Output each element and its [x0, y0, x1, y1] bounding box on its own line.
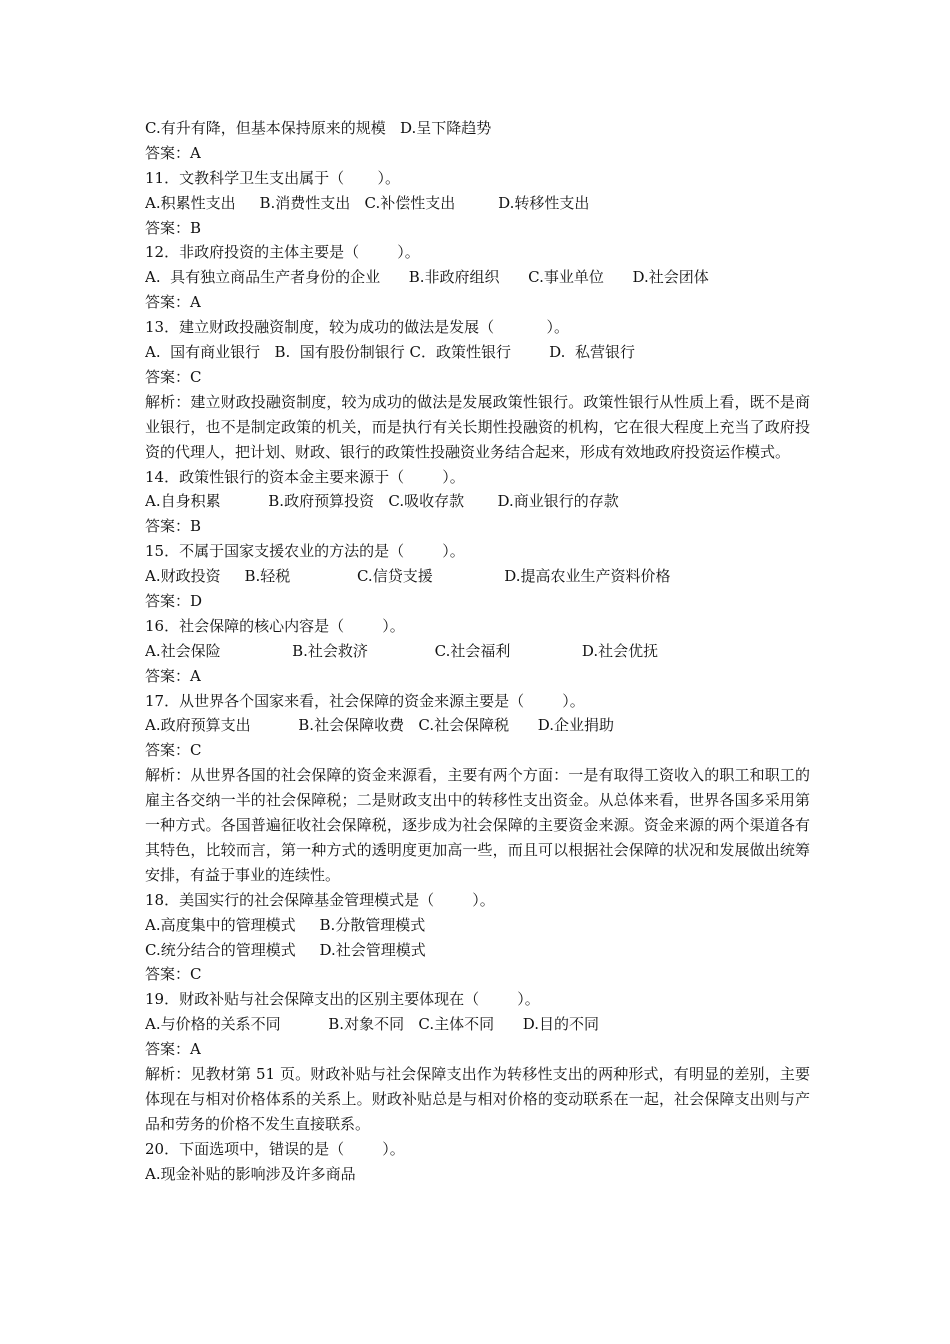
options-15: A.财政投资 B.轻税 C.信贷支援 D.提高农业生产资料价格: [145, 567, 671, 586]
question-18: 18．美国实行的社会保障基金管理模式是（ ）。: [145, 890, 495, 909]
answer-13: 答案：C: [145, 367, 202, 386]
answer-17: 答案：C: [145, 741, 202, 760]
answer-14: 答案：B: [145, 517, 202, 536]
analysis-17: 解析：从世界各国的社会保障的资金来源看，主要有两个方面：一是有取得工资收入的职工和职工的雇主各交纳一半的社会保障税；二是财政支出中的转移性支出资金。从总体来看，世界各国多采用第一种方式。各国普遍征收社会保障税，逐步成为社会保障的主要资金来源。资金来源的两个渠道各有其特色，比较而言，第一种方式的透明度更加高一些，而且可以根据社会保障的状况和发展做出统筹安排，有益于事业的连续性。: [145, 766, 810, 884]
analysis-13: 解析：建立财政投融资制度，较为成功的做法是发展政策性银行。政策性银行从性质上看，既不是商业银行，也不是制定政策的机关，而是执行有关长期性投融资的机构，它在很大程度上充当了政府投资的代理人，把计划、财政、银行的政策性投融资业务结合起来，形成有效地政府投资运作模式。: [145, 392, 810, 461]
answer-18: 答案：C: [145, 965, 202, 984]
answer-10: 答案：A: [145, 143, 201, 162]
options-11: A.积累性支出 B.消费性支出 C.补偿性支出 D.转移性支出: [145, 193, 590, 212]
option-line-10-cd: C.有升有降，但基本保持原来的规模 D.呈下降趋势: [145, 119, 492, 137]
question-20: 20．下面选项中，错误的是（ ）。: [145, 1139, 405, 1158]
options-13: A. 国有商业银行 B. 国有股份制银行 C．政策性银行 D. 私营银行: [145, 343, 635, 362]
options-14: A.自身积累 B.政府预算投资 C.吸收存款 D.商业银行的存款: [145, 492, 619, 511]
options-18-cd: C.统分结合的管理模式 D.社会管理模式: [145, 940, 426, 959]
options-19: A.与价格的关系不同 B.对象不同 C.主体不同 D.目的不同: [145, 1015, 599, 1034]
document-body: [145, 116, 810, 1186]
answer-12: 答案：A: [145, 293, 201, 312]
answer-19: 答案：A: [145, 1040, 201, 1059]
options-17: A.政府预算支出 B.社会保障收费 C.社会保障税 D.企业捐助: [145, 716, 614, 735]
question-17: 17．从世界各个国家来看，社会保障的资金来源主要是（ ）。: [145, 691, 585, 710]
question-15: 15．不属于国家支援农业的方法的是（ ）。: [145, 542, 465, 561]
question-12: 12．非政府投资的主体主要是（ ）。: [145, 243, 420, 262]
answer-15: 答案：D: [145, 591, 203, 610]
question-11: 11．文教科学卫生支出属于（ ）。: [145, 168, 400, 187]
options-16: A.社会保险 B.社会救济 C.社会福利 D.社会优抚: [145, 641, 659, 660]
question-14: 14．政策性银行的资本金主要来源于（ ）。: [145, 467, 465, 486]
question-19: 19．财政补贴与社会保障支出的区别主要体现在（ ）。: [145, 990, 540, 1009]
options-18-ab: A.高度集中的管理模式 B.分散管理模式: [145, 915, 426, 934]
question-16: 16．社会保障的核心内容是（ ）。: [145, 616, 405, 635]
answer-16: 答案：A: [145, 666, 201, 685]
analysis-19: 解析：见教材第 51 页。财政补贴与社会保障支出作为转移性支出的两种形式，有明显的差别，主要体现在与相对价格体系的关系上。财政补贴总是与相对价格的变动联系在一起，社会保障支出则与产品和劳务的价格不发生直接联系。: [145, 1064, 810, 1133]
option-20-a: A.现金补贴的影响涉及许多商品: [145, 1164, 356, 1183]
answer-11: 答案：B: [145, 218, 202, 237]
options-12: A. 具有独立商品生产者身份的企业 B.非政府组织 C.事业单位 D.社会团体: [145, 268, 709, 287]
question-13: 13．建立财政投融资制度，较为成功的做法是发展（ ）。: [145, 318, 570, 337]
